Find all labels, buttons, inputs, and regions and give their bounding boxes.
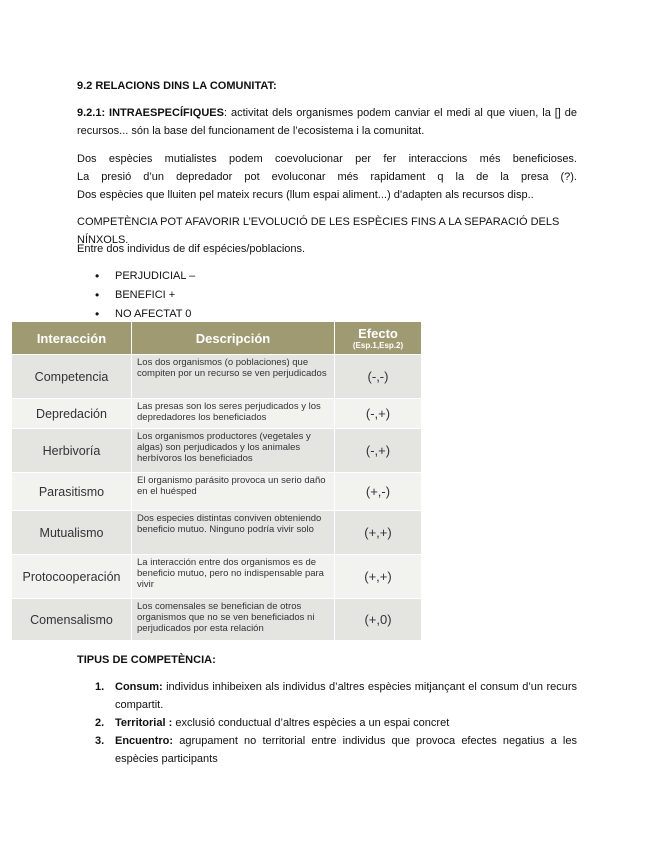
para2-line-2: La presió d’un depredador pot evoluconar més rapidament q la de la presa (?).: [77, 171, 577, 183]
item-text: exclusió conductual d’altres espècies a un espai concret: [172, 717, 450, 729]
table-row: [12, 511, 422, 555]
intra-label: 9.2.1: INTRAESPECÍFIQUES: [77, 107, 224, 119]
interaction-effect: (+,+): [335, 511, 422, 555]
interaction-description: Los comensales se benefician de otros organismos que no se ven beneficiados ni perjudicados por esta relación: [132, 599, 335, 641]
interaction-name: Competencia: [12, 355, 132, 399]
item-number: 1.: [95, 681, 105, 693]
interaction-description: Los organismos productores (vegetales y algas) son perjudicados y los animales herbívoros los beneficiados: [132, 429, 335, 473]
interaction-effect: (+,-): [335, 473, 422, 511]
table-row: [12, 429, 422, 473]
table-row: [12, 355, 422, 399]
para2-line-1: Dos espècies mutialistes podem coevolucionar per fer interaccions més beneficioses.: [77, 153, 577, 165]
intraespecifiques-paragraph: [77, 104, 577, 140]
table-row: [12, 399, 422, 429]
table-row: [12, 599, 422, 641]
tipus-heading: TIPUS DE COMPETÈNCIA:: [77, 654, 216, 666]
item-number: 3.: [95, 735, 105, 747]
table-row: [12, 473, 422, 511]
interaction-effect: (-,+): [335, 429, 422, 473]
interaction-name: Mutualismo: [12, 511, 132, 555]
interaction-name: Comensalismo: [12, 599, 132, 641]
interaction-name: Parasitismo: [12, 473, 132, 511]
interaction-effect: (+,+): [335, 555, 422, 599]
header-interaccion: Interacción: [12, 322, 132, 355]
interactions-table: [11, 321, 422, 641]
interaction-description: Los dos organismos (o poblaciones) que compiten por un recurso se ven perjudicados: [132, 355, 335, 399]
item-text: agrupament no territorial entre individus que provoca efectes negatius a les espècies participants: [115, 735, 577, 765]
coevolution-paragraph: [77, 150, 577, 204]
item-number: 2.: [95, 717, 105, 729]
item-label: Territorial :: [115, 717, 173, 729]
effect-legend-list: [95, 268, 195, 325]
list-item: [95, 678, 577, 714]
header-descripcion: Descripción: [132, 322, 335, 355]
interaction-description: El organismo parásito provoca un serio daño en el huésped: [132, 473, 335, 511]
section-heading: 9.2 RELACIONS DINS LA COMUNITAT:: [77, 80, 277, 92]
interaction-name: Herbivoría: [12, 429, 132, 473]
list-item: • PERJUDICIAL –: [95, 268, 195, 287]
item-label: Consum:: [115, 681, 163, 693]
competencia-statement: COMPETÈNCIA POT AFAVORIR L’EVOLUCIÓ DE LES ESPÈCIES FINS A LA SEPARACIÓ DELS NÍNXOLS.: [77, 216, 560, 246]
competition-types-list: [95, 678, 577, 768]
intra-line-2: recursos... són la base del funcionament de l’ecosistema i la comunitat.: [77, 125, 425, 137]
interaction-effect: (+,0): [335, 599, 422, 641]
para2-line-3: Dos espècies que lluiten pel mateix recurs (llum espai aliment...) d’adapten als recursos disp..: [77, 189, 534, 201]
header-efecto-sub: (Esp.1,Esp.2): [352, 341, 404, 350]
intra-line-1-rest: : activitat dels organismes podem canviar el medi al que viuen, la [] de: [223, 107, 578, 119]
header-efecto: [335, 322, 422, 355]
list-item: • NO AFECTAT 0: [95, 306, 195, 325]
interaction-effect: (-,+): [335, 399, 422, 429]
interaction-description: La interacción entre dos organismos es de beneficio mutuo, pero no indispensable para vivir: [132, 555, 335, 599]
entre-individus: Entre dos individus de dif espécies/poblacions.: [77, 243, 306, 255]
item-text: individus inhibeixen als individus d’altres espècies mitjançant el consum d’un recurs compartit.: [115, 681, 577, 711]
interaction-description: Dos especies distintas conviven obteniendo beneficio mutuo. Ninguno podría vivir solo: [132, 511, 335, 555]
table-header-row: [12, 322, 422, 355]
item-label: Encuentro:: [115, 735, 174, 747]
header-efecto-label: Efecto: [358, 326, 398, 341]
list-item: • BENEFICI +: [95, 287, 195, 306]
table-row: [12, 555, 422, 599]
interaction-description: Las presas son los seres perjudicados y los depredadores los beneficiados: [132, 399, 335, 429]
interaction-name: Protocooperación: [12, 555, 132, 599]
interaction-name: Depredación: [12, 399, 132, 429]
interaction-effect: (-,-): [335, 355, 422, 399]
list-item: [95, 714, 577, 732]
list-item: [95, 732, 577, 768]
intra-line-1: [77, 104, 577, 122]
